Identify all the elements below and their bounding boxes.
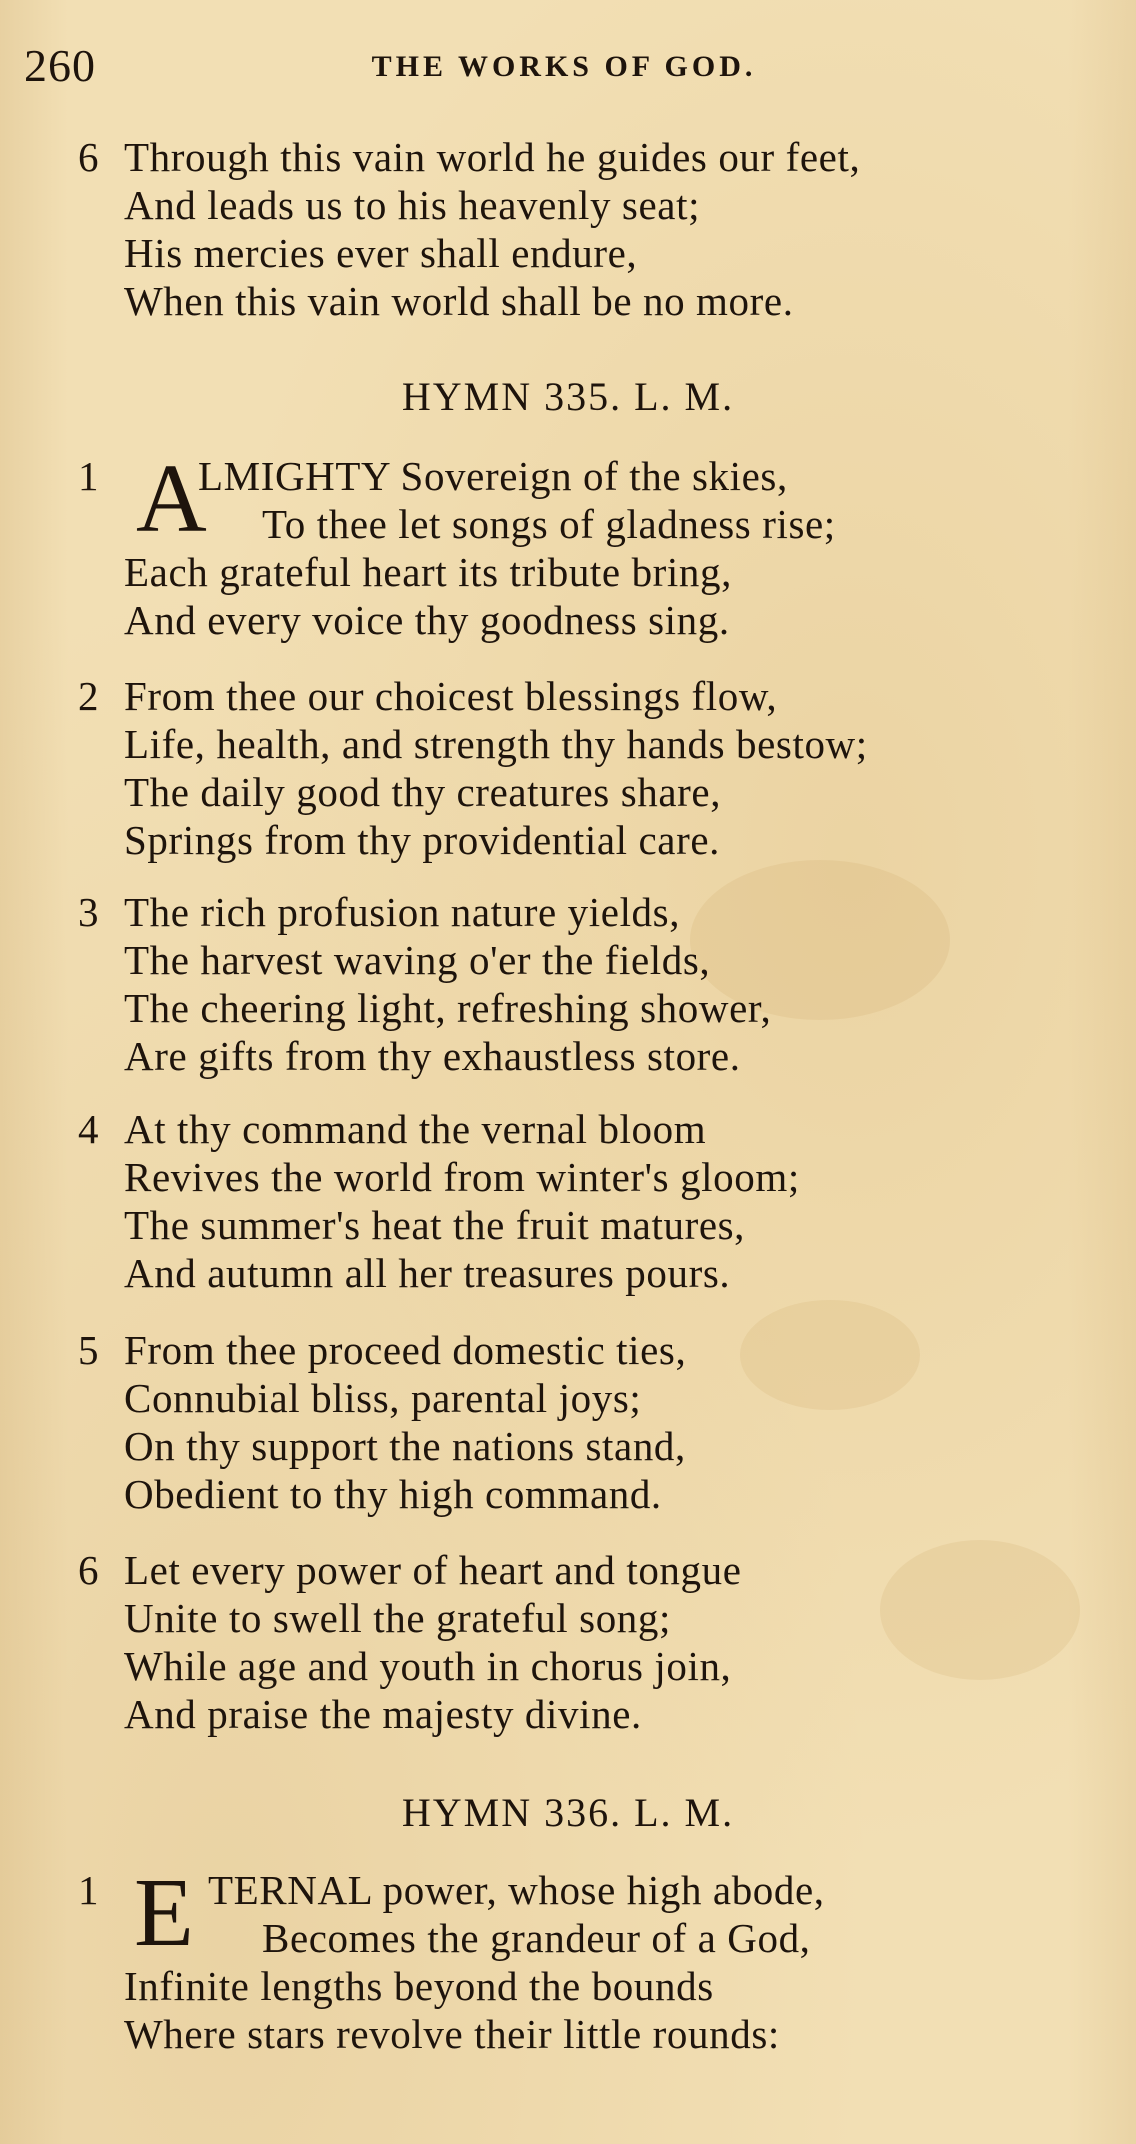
verse-line: And every voice thy goodness sing. (124, 597, 730, 643)
verse-line: Springs from thy providential care. (124, 817, 721, 863)
verse-line: Let every power of heart and tongue (124, 1547, 742, 1593)
verse-line: On thy support the nations stand, (124, 1423, 686, 1469)
verse-line: His mercies ever shall endure, (124, 230, 638, 276)
drop-cap: E (134, 1859, 194, 1967)
verse-line: LMIGHTY Sovereign of the skies, (198, 453, 788, 499)
page-number: 260 (24, 40, 96, 91)
verse-line: Obedient to thy high command. (124, 1471, 662, 1517)
running-title: THE WORKS OF GOD. (371, 50, 757, 83)
hymn-heading-335: HYMN 335. L. M. (401, 374, 735, 419)
verse-line: Each grateful heart its tribute bring, (124, 549, 732, 595)
stanza-number: 6 (78, 1547, 99, 1593)
verse-line: Where stars revolve their little rounds: (124, 2011, 780, 2057)
stanza-number: 3 (78, 889, 99, 935)
stanza-number: 1 (78, 1867, 99, 1913)
verse-line: Connubial bliss, parental joys; (124, 1375, 642, 1421)
drop-cap: A (136, 445, 207, 553)
verse-line: Infinite lengths beyond the bounds (124, 1963, 714, 2009)
verse-line: From thee proceed domestic ties, (124, 1327, 687, 1373)
verse-line: From thee our choicest blessings flow, (124, 673, 778, 719)
verse-line: And leads us to his heavenly seat; (124, 182, 701, 228)
running-head (24, 36, 1104, 96)
verse-line: Becomes the grandeur of a God, (262, 1915, 811, 1961)
stanza-number: 6 (78, 134, 99, 180)
verse-line: At thy command the vernal bloom (124, 1106, 707, 1152)
verse-line: When this vain world shall be no more. (124, 278, 794, 324)
verse-line: The summer's heat the fruit matures, (124, 1202, 746, 1248)
verse-line: Revives the world from winter's gloom; (124, 1154, 800, 1200)
verse-line: Through this vain world he guides our feet, (124, 134, 861, 180)
verse-line: And autumn all her treasures pours. (124, 1250, 731, 1296)
verse-line: The daily good thy creatures share, (124, 769, 722, 815)
paper-stain (740, 1300, 920, 1410)
stanza-number: 4 (78, 1106, 99, 1152)
verse-line: Are gifts from thy exhaustless store. (124, 1033, 741, 1079)
verse-line: While age and youth in chorus join, (124, 1643, 732, 1689)
verse-line: TERNAL power, whose high abode, (208, 1867, 825, 1913)
stanza-number: 5 (78, 1327, 99, 1373)
verse-line: The rich profusion nature yields, (124, 889, 681, 935)
verse-line: To thee let songs of gladness rise; (262, 501, 836, 547)
verse-line: And praise the majesty divine. (124, 1691, 642, 1737)
paper-stain (880, 1540, 1080, 1680)
stanza-number: 2 (78, 673, 99, 719)
stanza-number: 1 (78, 453, 99, 499)
verse-line: Life, health, and strength thy hands bestow; (124, 721, 868, 767)
verse-line: Unite to swell the grateful song; (124, 1595, 671, 1641)
verse-line: The harvest waving o'er the fields, (124, 937, 711, 983)
verse-line: The cheering light, refreshing shower, (124, 985, 772, 1031)
hymn-heading-336: HYMN 336. L. M. (401, 1790, 735, 1835)
